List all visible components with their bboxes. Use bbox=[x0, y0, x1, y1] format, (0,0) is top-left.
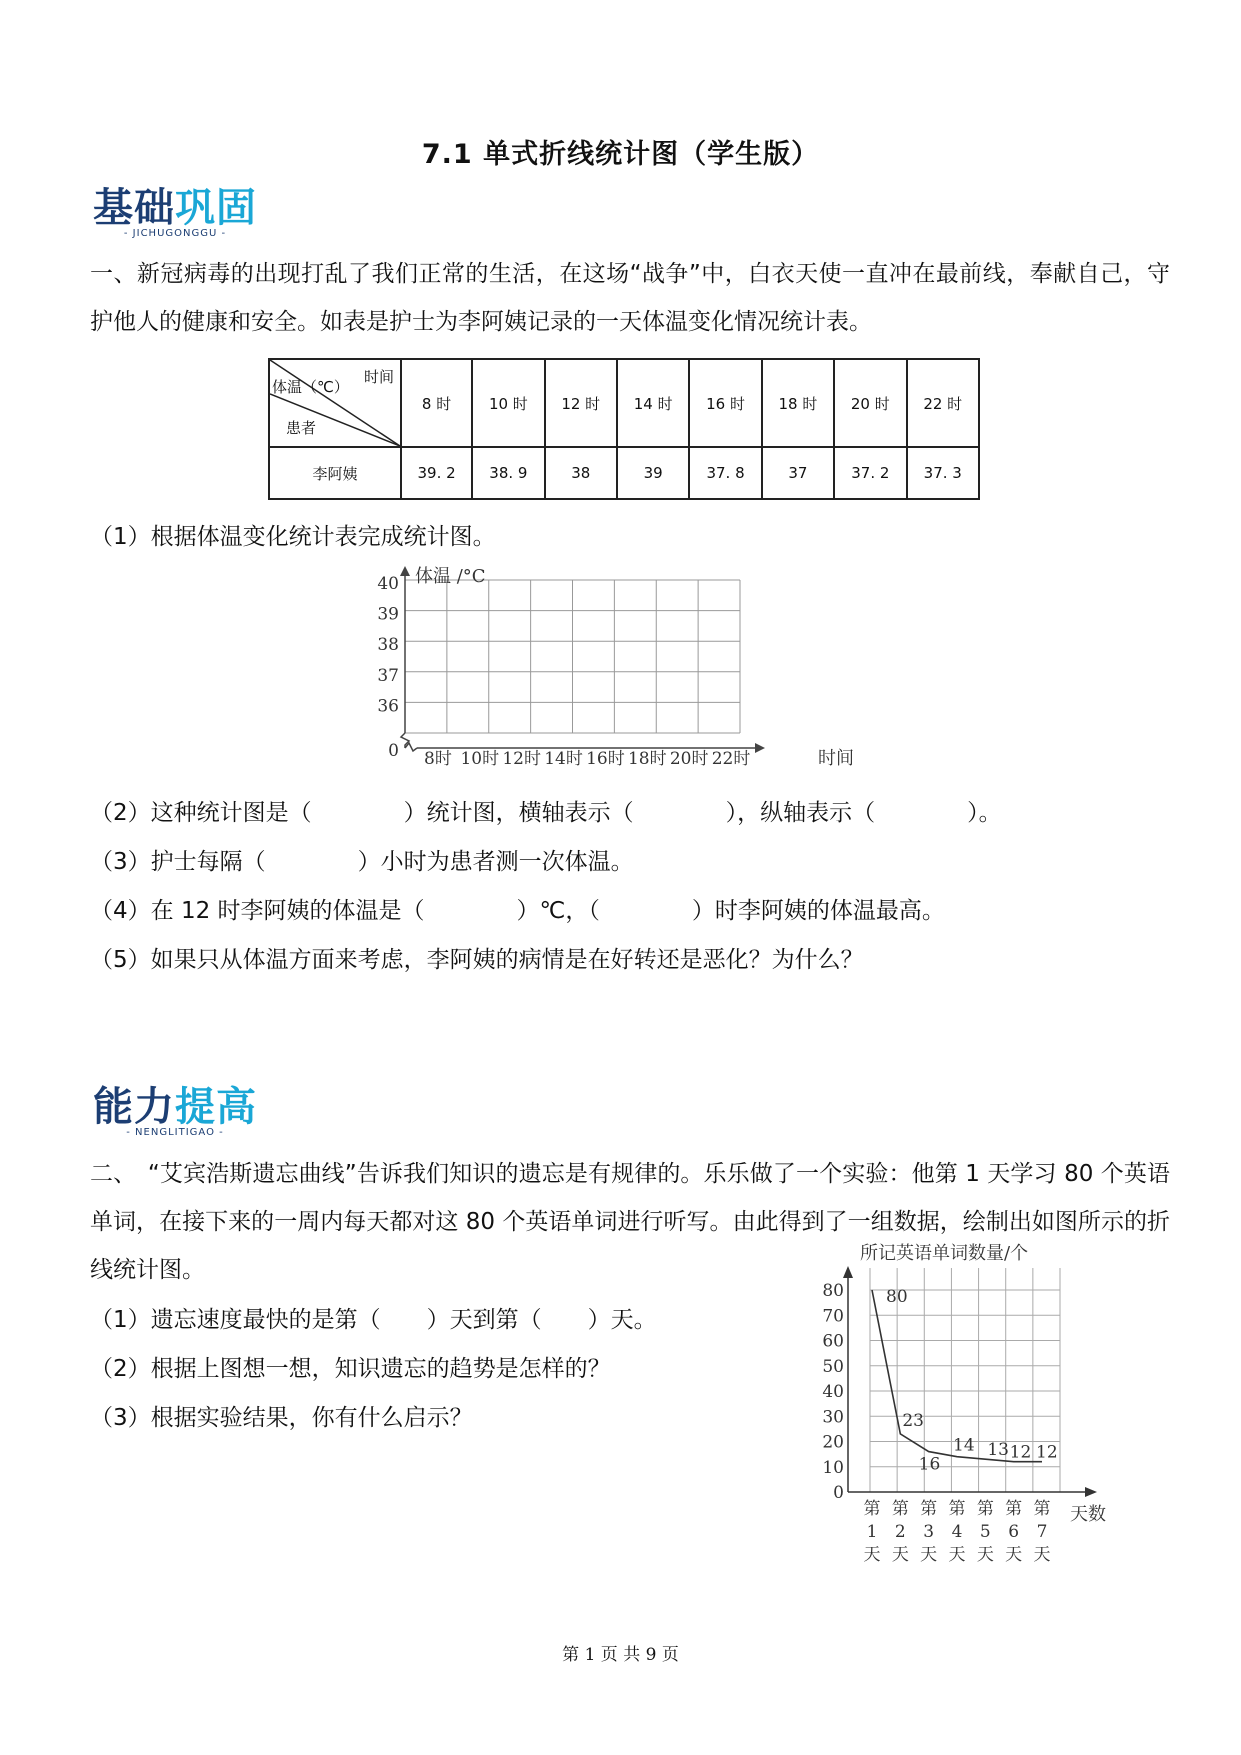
page-title: 7.1 单式折线统计图（学生版） bbox=[421, 139, 820, 170]
x-tick-label: 第 bbox=[1005, 1499, 1023, 1519]
x-tick-label: 第 bbox=[863, 1499, 881, 1519]
forgetting-curve-chart bbox=[800, 1240, 1130, 1580]
temperature-blank-chart bbox=[370, 565, 870, 785]
x-tick-label: 10时 bbox=[460, 749, 500, 769]
x-tick-label: 天 bbox=[920, 1545, 938, 1565]
badge-text-a: 基础 bbox=[93, 185, 175, 231]
x-tick-label: 第 bbox=[976, 1499, 994, 1519]
x-tick-label: 2 bbox=[894, 1522, 906, 1542]
badge-subtitle: - NENGLITIGAO - bbox=[126, 1127, 224, 1138]
table-header-time: 8 时 bbox=[401, 359, 472, 447]
data-label: 16 bbox=[918, 1454, 941, 1475]
x-tick-label: 18时 bbox=[627, 749, 667, 769]
x-tick-label: 8时 bbox=[424, 749, 452, 769]
x-tick-label: 7 bbox=[1036, 1522, 1048, 1542]
chart1-y-axis-label: 体温 /°C bbox=[415, 566, 486, 587]
table-patient-name: 李阿姨 bbox=[269, 447, 401, 499]
y-tick-label: 60 bbox=[822, 1331, 844, 1352]
question-1-sub-3: （3）护士每隔（ ）小时为患者测一次体温。 bbox=[90, 849, 634, 875]
data-label: 13 bbox=[987, 1440, 1009, 1461]
x-tick-label: 第 bbox=[891, 1499, 909, 1519]
chart1-axes bbox=[400, 566, 765, 753]
badge-text-a: 能力 bbox=[93, 1084, 175, 1130]
y-tick-label: 40 bbox=[822, 1382, 844, 1402]
x-axis-arrow bbox=[755, 743, 765, 753]
x-tick-label: 第 bbox=[920, 1499, 938, 1519]
x-tick-label: 天 bbox=[1005, 1545, 1023, 1565]
y-axis-arrow bbox=[400, 566, 410, 576]
y-tick-label: 38 bbox=[377, 635, 399, 656]
table-cell-value: 38 bbox=[545, 447, 617, 499]
y-tick-label: 70 bbox=[822, 1306, 844, 1327]
table-header-time: 22 时 bbox=[907, 359, 979, 447]
y-axis-arrow bbox=[843, 1266, 853, 1278]
y-axis-break bbox=[401, 733, 409, 748]
table-cell-value: 38. 9 bbox=[472, 447, 544, 499]
y-tick-label: 39 bbox=[377, 604, 399, 625]
data-label: 14 bbox=[953, 1435, 975, 1456]
page-footer: 第 1 页 共 9 页 bbox=[562, 1645, 679, 1665]
question-1-intro: 一、新冠病毒的出现打乱了我们正常的生活，在这场“战争”中，白衣天使一直冲在最前线，奉献自己，守护他人的健康和安全。如表是护士为李阿姨记录的一天体温变化情况统计表。 bbox=[90, 261, 1170, 335]
chart2-x-ticks bbox=[864, 1499, 1051, 1565]
y-tick-label: 40 bbox=[377, 574, 399, 594]
question-1-sub-1: （1）根据体温变化统计表完成统计图。 bbox=[90, 524, 496, 550]
x-tick-label: 6 bbox=[1008, 1522, 1020, 1542]
temperature-table bbox=[268, 358, 980, 500]
table-cell-value: 39 bbox=[617, 447, 689, 499]
question-2-intro: 二、 “艾宾浩斯遗忘曲线”告诉我们知识的遗忘是有规律的。乐乐做了一个实验：他第 1 天学习 80 个英语单词，在接下来的一周内每天都对这 80 个英语单词进行听写。由此得到了一组数据，绘制出如图所示的折线统计图。 bbox=[90, 1161, 1170, 1283]
x-tick-label: 5 bbox=[979, 1522, 991, 1542]
question-1-sub-5: （5）如果只从体温方面来考虑，李阿姨的病情是在好转还是恶化？为什么？ bbox=[90, 947, 864, 973]
x-tick-label: 天 bbox=[976, 1545, 994, 1565]
x-tick-label: 第 bbox=[948, 1499, 966, 1519]
y-tick-label: 80 bbox=[822, 1281, 844, 1301]
y-tick-label: 10 bbox=[822, 1457, 844, 1478]
data-label: 12 bbox=[1036, 1442, 1058, 1463]
y-tick-label: 0 bbox=[388, 741, 399, 761]
x-tick-label: 14时 bbox=[544, 749, 583, 769]
table-header-diagonal-cell bbox=[269, 359, 401, 447]
table-header-time: 16 时 bbox=[689, 359, 761, 447]
section-badge-advanced bbox=[93, 1085, 257, 1138]
x-axis-arrow bbox=[1085, 1487, 1097, 1497]
question-2-sub-1: （1）遗忘速度最快的是第（ ）天到第（ ）天。 bbox=[90, 1307, 657, 1333]
x-tick-label: 4 bbox=[951, 1522, 963, 1542]
x-tick-label: 天 bbox=[1033, 1545, 1051, 1565]
table-header-time: 20 时 bbox=[834, 359, 906, 447]
y-tick-label: 20 bbox=[822, 1432, 844, 1453]
table-cell-value: 37. 8 bbox=[689, 447, 761, 499]
chart2-axes bbox=[843, 1266, 1097, 1497]
table-header-time: 18 时 bbox=[762, 359, 834, 447]
x-tick-label: 天 bbox=[863, 1545, 881, 1565]
table-cell-value: 37 bbox=[762, 447, 834, 499]
data-label: 23 bbox=[902, 1410, 924, 1431]
chart2-y-ticks bbox=[822, 1281, 844, 1503]
y-tick-label: 37 bbox=[377, 665, 399, 686]
question-2-sub-2: （2）根据上图想一想，知识遗忘的趋势是怎样的？ bbox=[90, 1356, 611, 1382]
x-tick-label: 天 bbox=[891, 1545, 909, 1565]
y-tick-label: 30 bbox=[822, 1407, 844, 1428]
data-label: 12 bbox=[1009, 1442, 1032, 1463]
table-header-time: 12 时 bbox=[545, 359, 617, 447]
x-tick-label: 3 bbox=[923, 1522, 935, 1542]
x-tick-label: 20时 bbox=[669, 749, 709, 769]
x-tick-label: 22时 bbox=[711, 749, 751, 769]
section-badge-basic bbox=[93, 186, 257, 239]
header-time: 时间 bbox=[363, 368, 394, 386]
chart2-y-axis-label: 所记英语单词数量/个 bbox=[860, 1243, 1029, 1264]
table-header-time: 14 时 bbox=[617, 359, 689, 447]
chart1-x-ticks bbox=[424, 749, 750, 769]
x-tick-label: 天 bbox=[948, 1545, 966, 1565]
chart1-x-axis-label: 时间 bbox=[818, 748, 854, 769]
table-cell-value: 37. 2 bbox=[834, 447, 906, 499]
question-2-sub-3: （3）根据实验结果，你有什么启示？ bbox=[90, 1405, 473, 1431]
data-label: 80 bbox=[886, 1287, 908, 1307]
x-tick-label: 1 bbox=[866, 1522, 878, 1542]
question-1-sub-4: （4）在 12 时李阿姨的体温是（ ）℃，（ ）时李阿姨的体温最高。 bbox=[90, 898, 945, 924]
table-header-time: 10 时 bbox=[472, 359, 544, 447]
badge-text-b: 提高 bbox=[175, 1084, 257, 1130]
y-tick-label: 50 bbox=[822, 1356, 844, 1377]
header-patient: 患者 bbox=[286, 419, 317, 437]
chart2-x-axis-label: 天数 bbox=[1070, 1504, 1106, 1525]
question-1-sub-2: （2）这种统计图是（ ）统计图，横轴表示（ ），纵轴表示（ ）。 bbox=[90, 800, 1002, 826]
badge-text-b: 巩固 bbox=[175, 185, 257, 231]
x-tick-label: 16时 bbox=[586, 749, 625, 769]
chart1-y-ticks bbox=[377, 574, 399, 761]
y-tick-label: 0 bbox=[833, 1483, 844, 1503]
table-cell-value: 37. 3 bbox=[907, 447, 979, 499]
table-cell-value: 39. 2 bbox=[401, 447, 472, 499]
y-tick-label: 36 bbox=[377, 696, 399, 717]
badge-subtitle: - JICHUGONGGU - bbox=[123, 228, 227, 239]
chart1-grid bbox=[405, 580, 740, 733]
x-tick-label: 12时 bbox=[502, 749, 542, 769]
x-tick-label: 第 bbox=[1033, 1499, 1051, 1519]
header-temp: 体温（℃） bbox=[272, 378, 349, 396]
